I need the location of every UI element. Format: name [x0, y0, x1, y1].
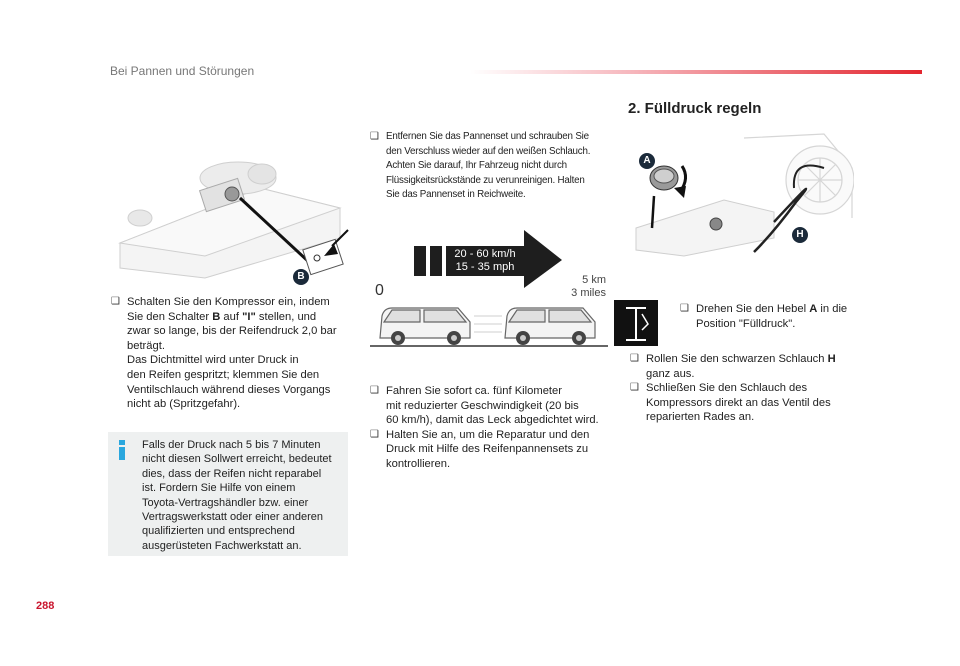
section-header-title: Bei Pannen und Störungen: [110, 64, 255, 78]
instruction-drive: ❑ Fahren Sie sofort ca. fünf Kilometer mit reduzierter Geschwindigkeit (20 bis 60 km/h), damit das Leck abgedichtet wird. ❑ Halten Sie an, um die Reparatur und den Druck mit Hilfe des Reifenpannensets zu kontrollieren.: [370, 385, 599, 470]
distance-start-label: 0: [375, 282, 384, 299]
compressor-switch-illustration: [110, 148, 350, 284]
bullet-marker-icon: ❑: [370, 385, 379, 396]
info-box-text: Falls der Druck nach 5 bis 7 Minuten nicht diesen Sollwert erreicht, bedeutet dies, dass der Reifen nicht reparabel ist. Fordern Sie Hilfe von einem Toyota-Vertragshändler bzw. einer Vertragswerkstatt oder einer anderen qualifizierten und entsprechend ausgerüsteten Fachwerkstatt an.: [142, 439, 332, 552]
instruction-compressor: ❑ Schalten Sie den Kompressor ein, indem Sie den Schalter B auf "I" stellen, und zwar so lange, bis der Reifendruck 2,0 bar beträgt. Das Dichtmittel wird unter Druck in den Reifen gespritzt; klemmen Sie den Ventilschlauch während dieses Vorgangs nicht ab (Spritzgefahr).: [111, 296, 337, 411]
header-divider-line: [470, 70, 922, 74]
pressure-hose-illustration: [624, 128, 854, 260]
bullet-marker-icon: ❑: [370, 131, 379, 142]
page-number: 288: [36, 600, 55, 612]
lever-position-box: [614, 300, 658, 346]
bullet-marker-icon: ❑: [630, 353, 639, 364]
info-icon: [115, 440, 129, 460]
van-driving-illustration: [370, 298, 608, 350]
switch-b-marker: B: [293, 269, 309, 285]
instruction-lever: ❑ Drehen Sie den Hebel A in die Position "Fülldruck".: [680, 303, 848, 330]
bullet-marker-icon: ❑: [630, 382, 639, 394]
instruction-remove-kit: ❑ Entfernen Sie das Pannenset und schrauben Sie den Verschluss wieder auf den weißen Schlauch. Achten Sie darauf, Ihr Fahrzeug nicht durch Flüssigkeitsrückstände zu verunreinigen. Halten Sie das Pannenset in Reichweite.: [370, 130, 610, 203]
instruction-hose: ❑ Rollen Sie den schwarzen Schlauch H ganz aus. ❑ Schließen Sie den Schlauch des Kompressors direkt an das Ventil des reparierten Rades an.: [630, 353, 836, 424]
bullet-marker-icon: ❑: [111, 296, 120, 307]
hose-h-marker: H: [792, 227, 808, 243]
distance-label: 5 km 3 miles: [571, 274, 606, 299]
speed-label: 20 - 60 km/h 15 - 35 mph: [450, 248, 520, 274]
bullet-marker-icon: ❑: [680, 303, 689, 314]
section-title: 2. Fülldruck regeln: [628, 100, 762, 117]
lever-a-marker: A: [639, 153, 655, 169]
lever-icon: [614, 300, 658, 346]
bullet-marker-icon: ❑: [370, 428, 379, 440]
